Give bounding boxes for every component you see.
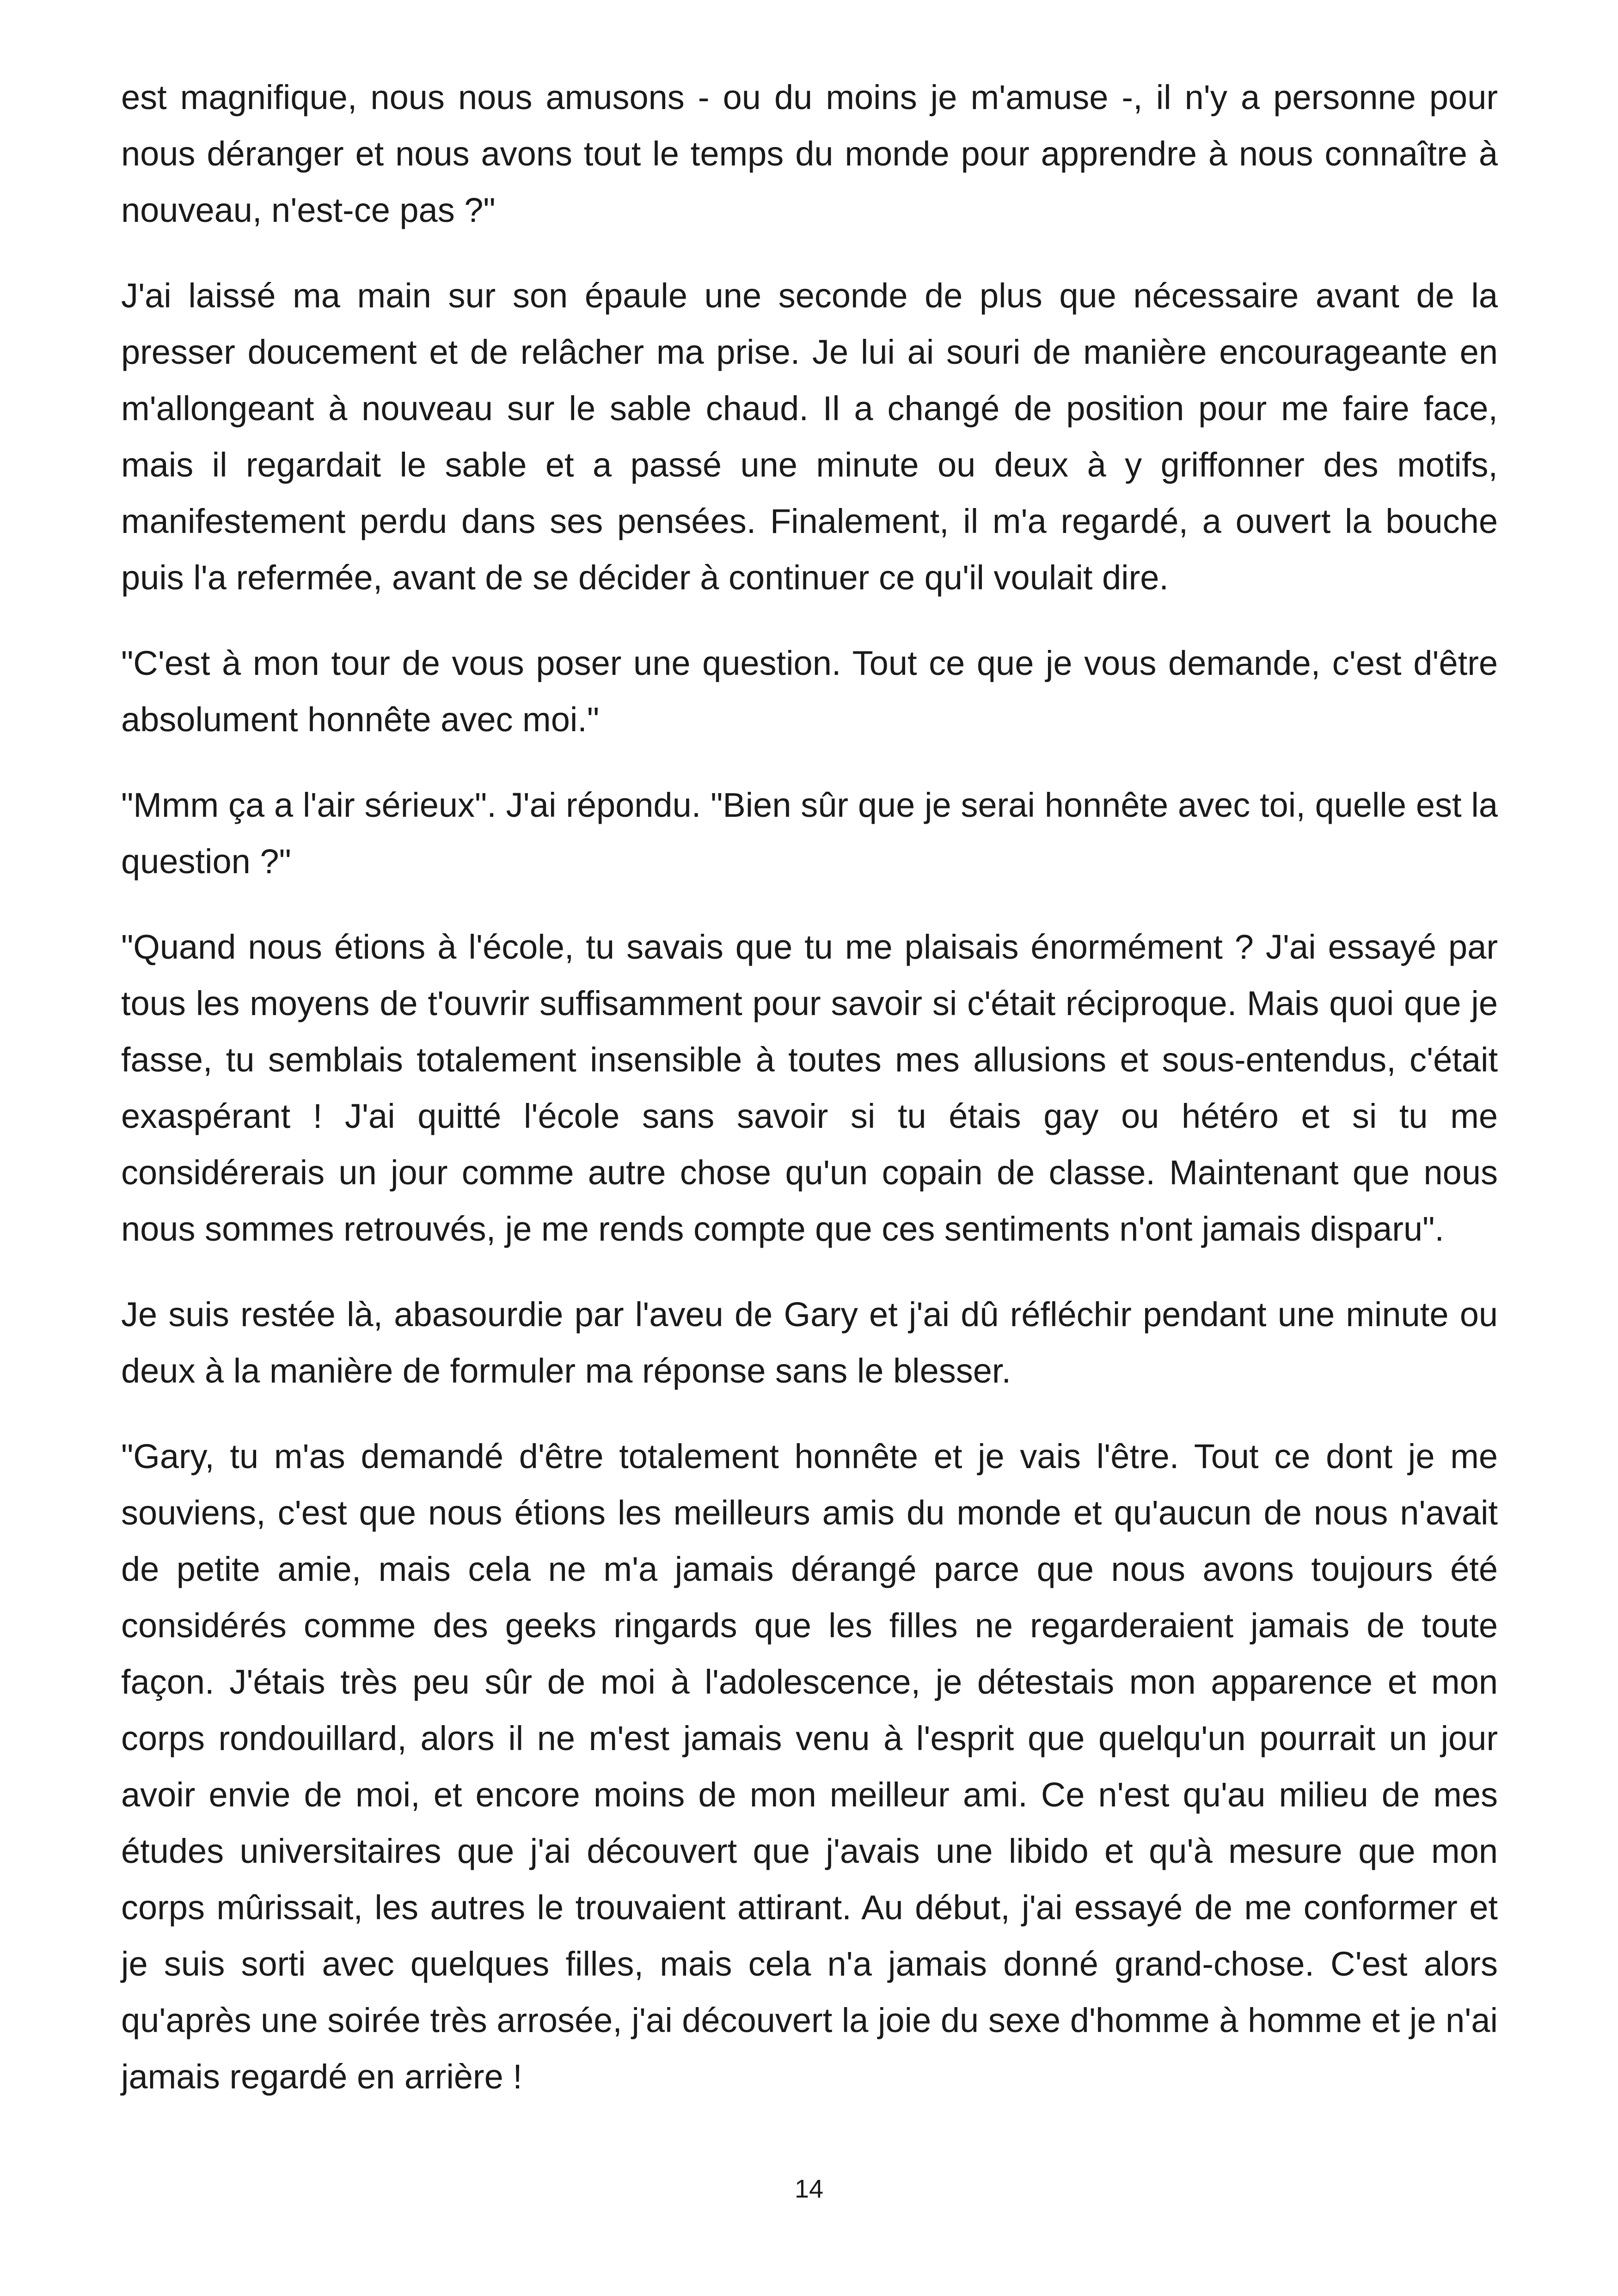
paragraph: "Mmm ça a l'air sérieux". J'ai répondu. "Bien sûr que je serai honnête avec toi, quelle est la question ?" bbox=[121, 786, 1498, 881]
body-text bbox=[121, 69, 1498, 2134]
paragraph: "Quand nous étions à l'école, tu savais que tu me plaisais énormément ? J'ai essayé par tous les moyens de t'ouvrir suffisamment pour savoir si c'était réciproque. Mais quoi que je fasse, tu semblais totalement insensible à toutes mes allusions et sous-entendus, c'était exaspérant ! J'ai quitté l'école sans savoir si tu étais gay ou hétéro et si tu me considérerais un jour comme autre chose qu'un copain de classe. Maintenant que nous nous sommes retrouvés, je me rends compte que ces sentiments n'ont jamais disparu". bbox=[121, 928, 1498, 1248]
paragraph: est magnifique, nous nous amusons - ou du moins je m'amuse -, il n'y a personne pour nous déranger et nous avons tout le temps du monde pour apprendre à nous connaître à nouveau, n'est-ce pas ?" bbox=[121, 78, 1498, 229]
paragraph: "Gary, tu m'as demandé d'être totalement honnête et je vais l'être. Tout ce dont je me souviens, c'est que nous étions les meilleurs amis du monde et qu'aucun de nous n'avait de petite amie, mais cela ne m'a jamais dérangé parce que nous avons toujours été considérés comme des geeks ringards que les filles ne regarderaient jamais de toute façon. J'étais très peu sûr de moi à l'adolescence, je détestais mon apparence et mon corps rondouillard, alors il ne m'est jamais venu à l'esprit que quelqu'un pourrait un jour avoir envie de moi, et encore moins de mon meilleur ami. Ce n'est qu'au milieu de mes études universitaires que j'ai découvert que j'avais une libido et qu'à mesure que mon corps mûrissait, les autres le trouvaient attirant. Au début, j'ai essayé de me conformer et je suis sorti avec quelques filles, mais cela n'a jamais donné grand-chose. C'est alors qu'après une soirée très arrosée, j'ai découvert la joie du sexe d'homme à homme et je n'ai jamais regardé en arrière ! bbox=[121, 1437, 1498, 2096]
page-number: 14 bbox=[794, 2174, 824, 2203]
paragraph: "C'est à mon tour de vous poser une question. Tout ce que je vous demande, c'est d'être absolument honnête avec moi." bbox=[121, 644, 1498, 739]
paragraph: J'ai laissé ma main sur son épaule une seconde de plus que nécessaire avant de la presser doucement et de relâcher ma prise. Je lui ai souri de manière encourageante en m'allongeant à nouveau sur le sable chaud. Il a changé de position pour me faire face, mais il regardait le sable et a passé une minute ou deux à y griffonner des motifs, manifestement perdu dans ses pensées. Finalement, il m'a regardé, a ouvert la bouche puis l'a refermée, avant de se décider à continuer ce qu'il voulait dire. bbox=[121, 276, 1498, 597]
paragraph: Je suis restée là, abasourdie par l'aveu de Gary et j'ai dû réfléchir pendant une minute ou deux à la manière de formuler ma réponse sans le blesser. bbox=[121, 1295, 1498, 1390]
